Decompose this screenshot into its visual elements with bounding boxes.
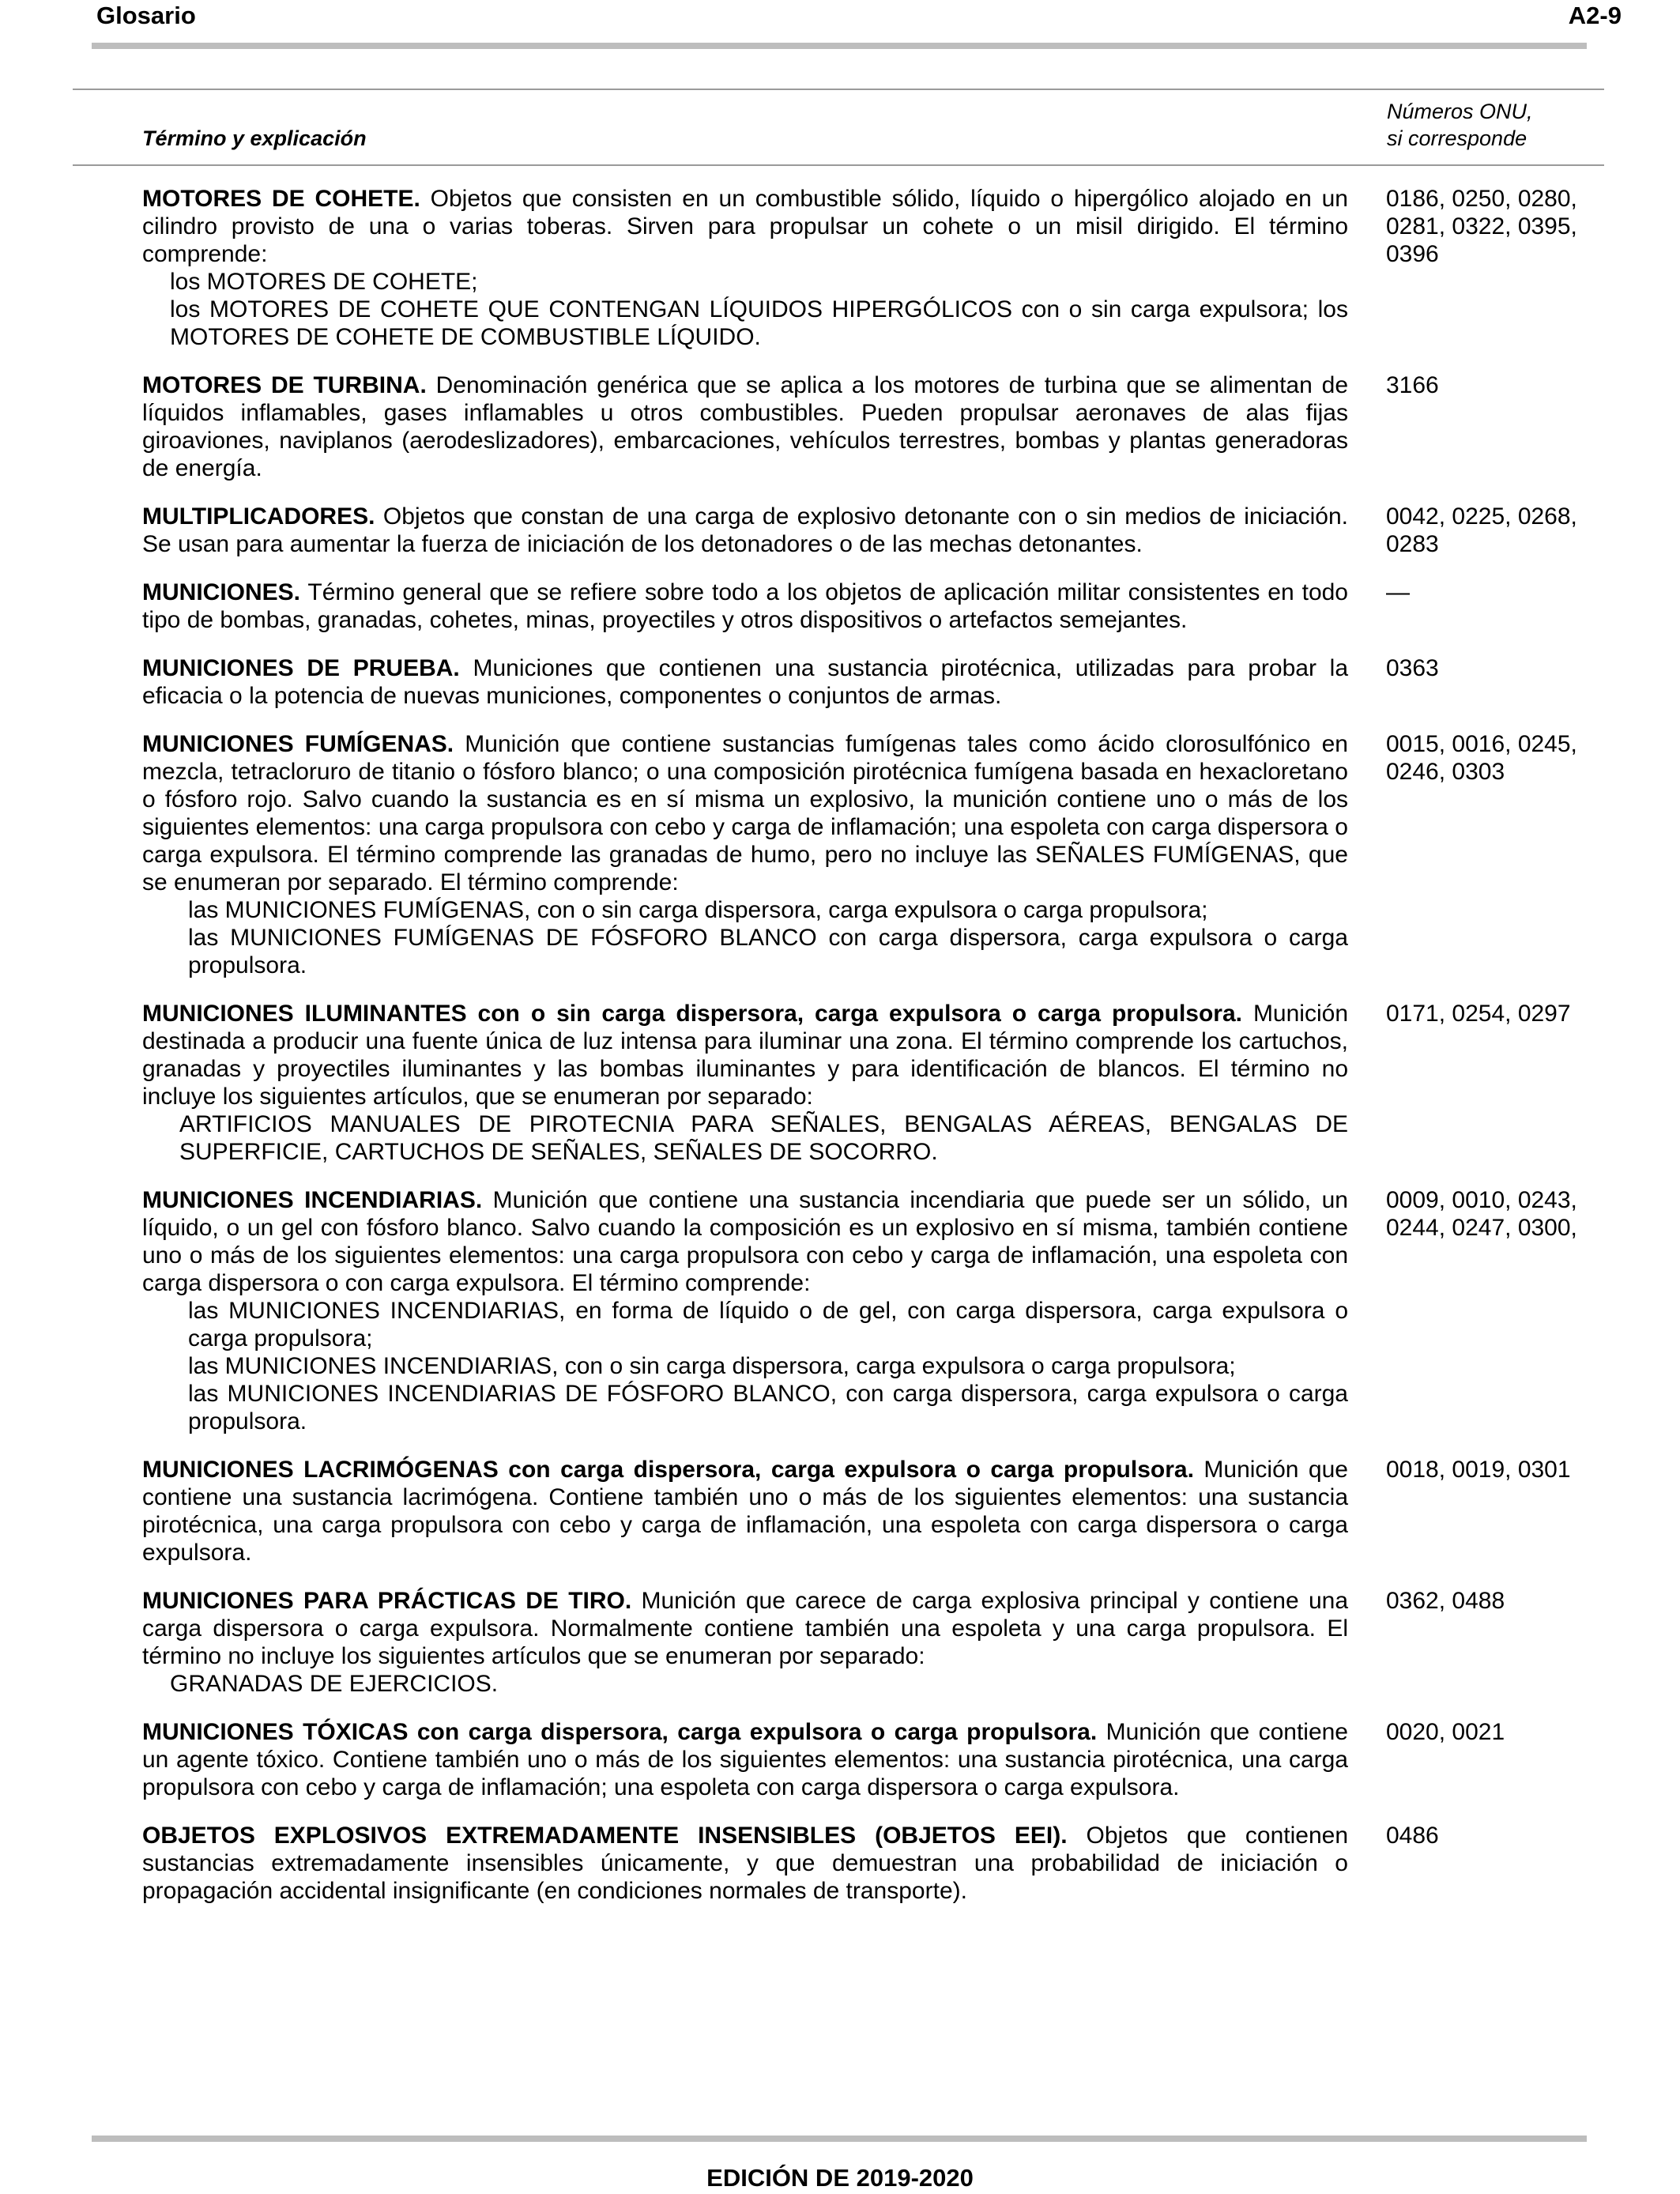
- entry-term: MUNICIONES LACRIMÓGENAS con carga dispersora, carga expulsora o carga propulsora.: [142, 1457, 1194, 1483]
- entry-explanation: [142, 503, 1348, 558]
- edition-footer: EDICIÓN DE 2019-2020: [706, 2164, 974, 2192]
- entry-term: OBJETOS EXPLOSIVOS EXTREMADAMENTE INSENSIBLES (OBJETOS EEI).: [142, 1823, 1068, 1849]
- entry-subitem: las MUNICIONES FUMÍGENAS, con o sin carga dispersora, carga expulsora o carga propulsora;: [188, 897, 1208, 923]
- entry-explanation: [142, 1456, 1348, 1566]
- entry-explanation: [142, 730, 1348, 979]
- glossary-entry: [142, 371, 1604, 482]
- entry-description: Objetos que contienen sustancias extremadamente insensibles únicamente, y que demuestran una probabilidad de iniciación o propagación accidental insignificante (en condiciones normales de transporte).: [142, 1823, 1348, 1904]
- glossary-entry: [142, 1186, 1604, 1435]
- entry-explanation: [142, 1186, 1348, 1435]
- entry-explanation: [142, 1000, 1348, 1166]
- entry-subitem: las MUNICIONES INCENDIARIAS DE FÓSFORO BLANCO, con carga dispersora, carga expulsora o carga propulsora.: [188, 1381, 1348, 1434]
- entry-un-numbers: 0009, 0010, 0243, 0244, 0247, 0300,: [1386, 1187, 1577, 1241]
- entry-term: MUNICIONES.: [142, 579, 301, 605]
- entry-un-numbers: 0363: [1386, 655, 1439, 681]
- glossary-entry: [142, 654, 1604, 710]
- entry-un-numbers: 0186, 0250, 0280, 0281, 0322, 0395, 0396: [1386, 186, 1577, 267]
- entry-un-numbers: —: [1386, 579, 1410, 605]
- entry-explanation: [142, 1718, 1348, 1801]
- entry-subitem: las MUNICIONES FUMÍGENAS DE FÓSFORO BLANCO con carga dispersora, carga expulsora o carga propulsora.: [188, 925, 1348, 978]
- entry-term: MULTIPLICADORES.: [142, 503, 375, 530]
- entry-term: MUNICIONES PARA PRÁCTICAS DE TIRO.: [142, 1588, 632, 1614]
- glossary-entry: [142, 1718, 1604, 1801]
- entry-term: MUNICIONES TÓXICAS con carga dispersora, carga expulsora o carga propulsora.: [142, 1719, 1098, 1745]
- entry-un-numbers: 0042, 0225, 0268, 0283: [1386, 503, 1577, 557]
- header-rule: [92, 43, 1587, 49]
- entry-term: MUNICIONES INCENDIARIAS.: [142, 1187, 483, 1213]
- entry-description: Objetos que consisten en un combustible sólido, líquido o hipergólico alojado en un cilindro provisto de una o varias toberas. Sirven para propulsar un cohete o un misil dirigido. El término comprende:: [142, 186, 1348, 267]
- entry-explanation: [142, 1822, 1348, 1905]
- entry-description: Munición destinada a producir una fuente única de luz intensa para iluminar una zona. El término comprende los cartuchos, granadas y proyectiles iluminantes y las bombas iluminantes y para identificación de blancos. El término no incluye los siguientes artículos, que se enumeran por separado:: [142, 1001, 1349, 1110]
- entry-un-numbers: 0362, 0488: [1386, 1588, 1505, 1614]
- entry-subitem: ARTIFICIOS MANUALES DE PIROTECNIA PARA SEÑALES, BENGALAS AÉREAS, BENGALAS DE SUPERFICIE, CARTUCHOS DE SEÑALES, SEÑALES DE SOCORRO.: [179, 1111, 1348, 1165]
- entry-subitem: las MUNICIONES INCENDIARIAS, con o sin carga dispersora, carga expulsora o carga propulsora;: [188, 1353, 1236, 1379]
- entry-subitem: GRANADAS DE EJERCICIOS.: [170, 1671, 499, 1697]
- entry-un-numbers: 0171, 0254, 0297: [1386, 1001, 1571, 1027]
- column-header-un-line2: si corresponde: [1387, 126, 1527, 150]
- entry-un-numbers: 0020, 0021: [1386, 1719, 1505, 1745]
- entry-term: MOTORES DE COHETE.: [142, 186, 420, 212]
- entry-term: MUNICIONES ILUMINANTES con o sin carga dispersora, carga expulsora o carga propulsora.: [142, 1001, 1242, 1027]
- entry-explanation: [142, 185, 1348, 351]
- entry-description: Munición que contiene un agente tóxico. Contiene también uno o más de los siguientes elementos: una sustancia pirotécnica, una carga propulsora con cebo y carga de inflamación; una espoleta con carga dispersora o carga expulsora.: [142, 1719, 1348, 1800]
- entry-description: Municiones que contienen una sustancia pirotécnica, utilizadas para probar la eficacia o la potencia de nuevas municiones, componentes o conjuntos de armas.: [142, 655, 1348, 709]
- column-header-un-line1: Números ONU,: [1387, 100, 1533, 123]
- entry-un-numbers: 0486: [1386, 1823, 1439, 1849]
- entry-description: Munición que contiene sustancias fumígenas tales como ácido clorosulfónico en mezcla, tetracloruro de titanio o fósforo blanco; o una composición pirotécnica fumígena basada en hexacloretano o fósforo rojo. Salvo cuando la sustancia es en sí misma un explosivo, la munición contiene uno o más de los siguientes elementos: una carga propulsora con cebo y carga de inflamación; una espoleta con carga dispersora o carga expulsora. El término comprende las granadas de humo, pero no incluye las SEÑALES FUMÍGENAS, que se enumeran por separado. El término comprende:: [142, 731, 1348, 895]
- running-header-section: Glosario: [96, 2, 196, 29]
- glossary-entry: [142, 1000, 1604, 1166]
- entry-un-numbers: 3166: [1386, 372, 1439, 398]
- entry-explanation: [142, 654, 1348, 710]
- glossary-entry: [142, 579, 1604, 634]
- glossary-entry: [142, 1822, 1604, 1905]
- entry-subitem: los MOTORES DE COHETE;: [170, 269, 478, 295]
- glossary-entry: [142, 730, 1604, 979]
- table-top-rule: [73, 89, 1604, 90]
- entry-term: MOTORES DE TURBINA.: [142, 372, 427, 398]
- entry-subitem: los MOTORES DE COHETE QUE CONTENGAN LÍQUIDOS HIPERGÓLICOS con o sin carga expulsora; los MOTORES DE COHETE DE COMBUSTIBLE LÍQUIDO.: [170, 296, 1348, 350]
- glossary-entry: [142, 1587, 1604, 1698]
- table-header-rule: [73, 164, 1604, 166]
- entry-un-numbers: 0018, 0019, 0301: [1386, 1457, 1571, 1483]
- entry-explanation: [142, 1587, 1348, 1698]
- entry-subitem: las MUNICIONES INCENDIARIAS, en forma de líquido o de gel, con carga dispersora, carga expulsora o carga propulsora;: [188, 1298, 1348, 1351]
- entry-term: MUNICIONES DE PRUEBA.: [142, 655, 460, 681]
- column-header-term: Término y explicación: [142, 126, 367, 150]
- glossary-entries: [142, 185, 1604, 1925]
- entry-description: Munición que carece de carga explosiva principal y contiene una carga dispersora o carga expulsora. Normalmente contiene también una espoleta y una carga propulsora. El término no incluye los siguientes artículos que se enumeran por separado:: [142, 1588, 1348, 1669]
- entry-description: Objetos que constan de una carga de explosivo detonante con o sin medios de iniciación. Se usan para aumentar la fuerza de iniciación de los detonadores o de las mechas detonantes.: [142, 503, 1348, 557]
- glossary-entry: [142, 503, 1604, 558]
- column-header-un-numbers: [1387, 98, 1533, 152]
- entry-description: Denominación genérica que se aplica a los motores de turbina que se alimentan de líquidos inflamables, gases inflamables u otros combustibles. Pueden propulsar aeronaves de alas fijas giroaviones, naviplanos (aerodeslizadores), embarcaciones, vehículos terrestres, bombas y plantas generadoras de energía.: [142, 372, 1348, 481]
- entry-explanation: [142, 579, 1348, 634]
- entry-explanation: [142, 371, 1348, 482]
- entry-un-numbers: 0015, 0016, 0245, 0246, 0303: [1386, 731, 1577, 785]
- glossary-entry: [142, 185, 1604, 351]
- entry-description: Término general que se refiere sobre todo a los objetos de aplicación militar consistentes en todo tipo de bombas, granadas, cohetes, minas, proyectiles y otros dispositivos o artefactos semejantes.: [142, 579, 1348, 633]
- page-number: A2-9: [1568, 2, 1622, 29]
- entry-description: Munición que contiene una sustancia lacrimógena. Contiene también uno o más de los siguientes elementos: una sustancia pirotécnica, una carga propulsora con cebo y carga de inflamación, una espoleta con carga dispersora o carga expulsora.: [142, 1457, 1348, 1566]
- glossary-entry: [142, 1456, 1604, 1566]
- footer-rule: [92, 2136, 1587, 2142]
- entry-description: Munición que contiene una sustancia incendiaria que puede ser un sólido, un líquido, o un gel con fósforo blanco. Salvo cuando la composición es un explosivo en sí misma, también contiene uno o más de los siguientes elementos: una carga propulsora con cebo y carga de inflamación, una espoleta con carga dispersora o con carga expulsora. El término comprende:: [142, 1187, 1348, 1296]
- entry-term: MUNICIONES FUMÍGENAS.: [142, 731, 454, 757]
